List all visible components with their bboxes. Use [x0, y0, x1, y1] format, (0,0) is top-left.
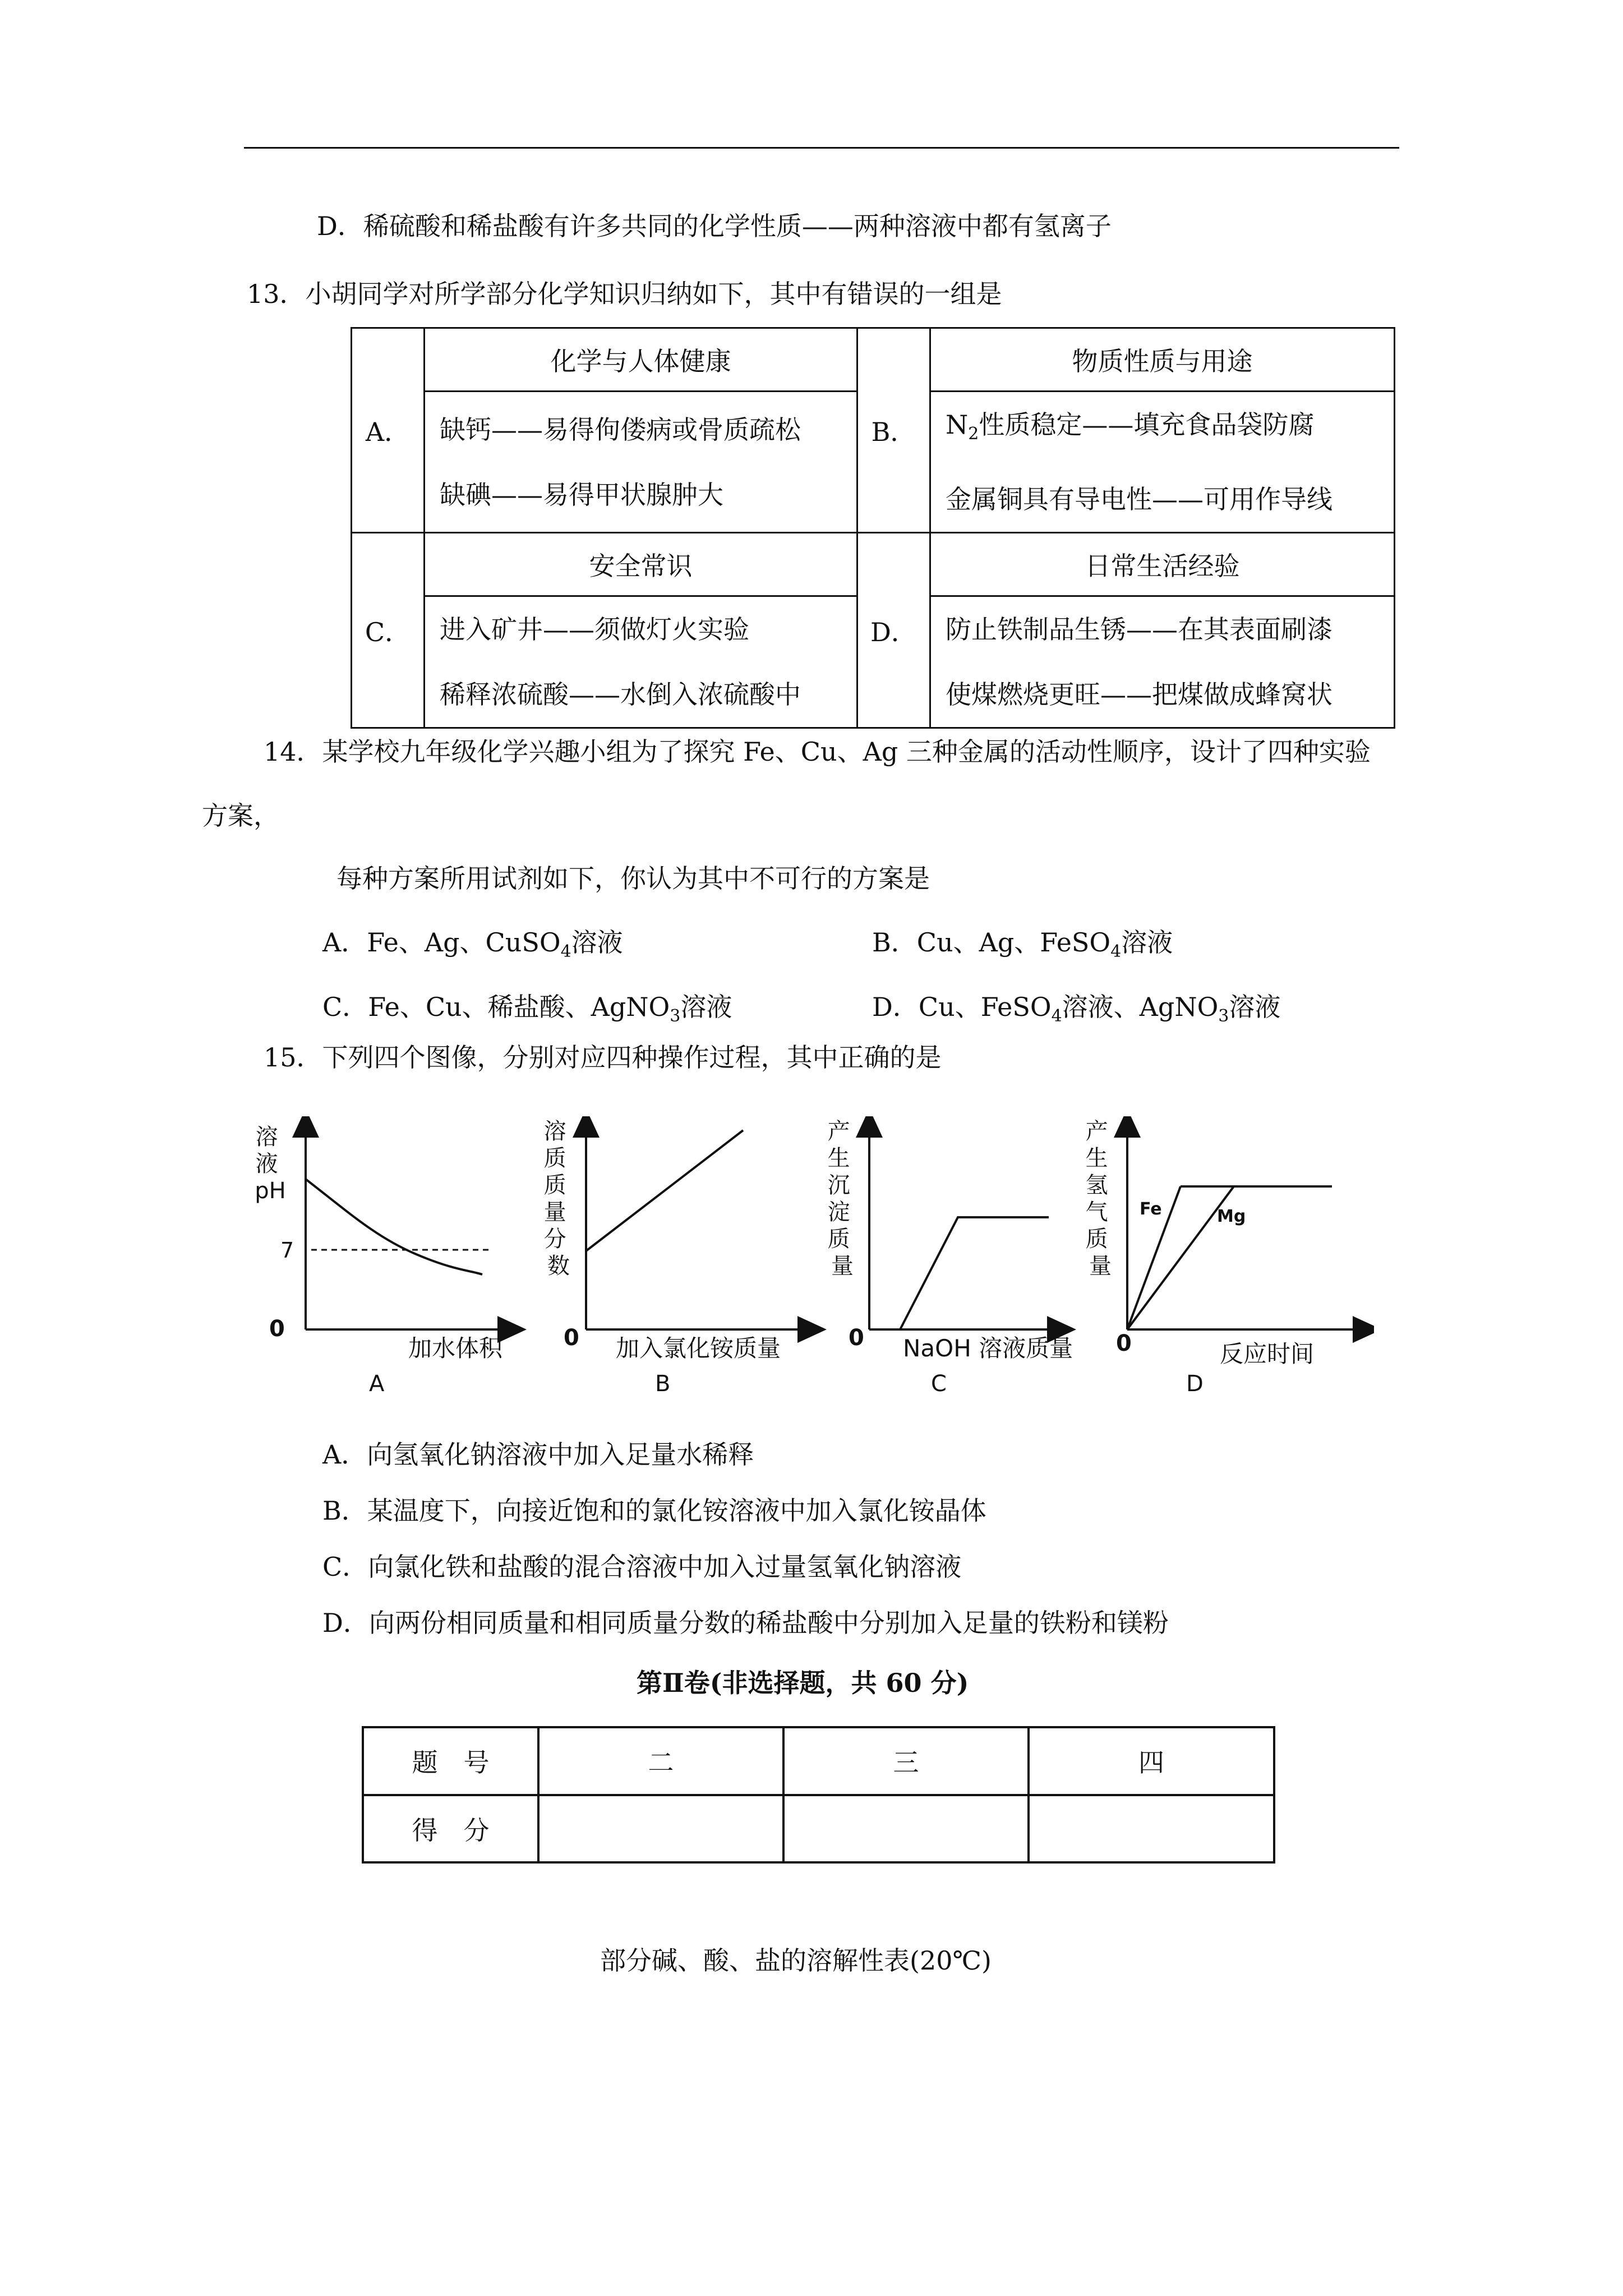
graph-b-line	[586, 1130, 743, 1251]
graph-c-caption: C	[931, 1371, 947, 1397]
q14-option-c: C．Fe、Cu、稀盐酸、AgNO$_3$溶液	[322, 992, 732, 1026]
graph-d-caption: D	[1186, 1371, 1204, 1397]
q13-b-title: 物质性质与用途	[930, 328, 1395, 392]
graph-b-ylabel: 溶 质 质 量 分 数	[543, 1119, 570, 1279]
graph-a-ylabel: 溶 液 pH	[255, 1124, 286, 1204]
graph-d-fe-label: Fe	[1140, 1199, 1162, 1219]
q13-b-line1: $N_2$性质稳定——填充食品袋防腐	[946, 409, 1315, 444]
q13-d-content	[930, 596, 1395, 728]
q13-c-content	[425, 596, 857, 728]
graph-b-caption: B	[655, 1371, 671, 1397]
q15-option-c: C．向氯化铁和盐酸的混合溶液中加入过量氢氧化钠溶液	[322, 1552, 962, 1582]
q13-b-content	[930, 392, 1395, 533]
q13-d-line2: 使煤燃烧更旺——把煤做成蜂窝状	[946, 679, 1332, 710]
q13-c-line1: 进入矿井——须做灯火实验	[440, 614, 749, 645]
graph-c-xlabel: NaOH 溶液质量	[903, 1335, 1073, 1362]
q15-stem: 15．下列四个图像，分别对应四种操作过程，其中正确的是	[264, 1042, 942, 1073]
score-col-3: 三	[783, 1727, 1029, 1795]
q14-option-b: B．Cu、Ag、FeSO$_4$溶液	[872, 927, 1173, 961]
graph-d	[1086, 1119, 1368, 1397]
graph-c-origin: 0	[849, 1325, 864, 1351]
q13-a-title: 化学与人体健康	[425, 328, 857, 392]
score-col-4: 四	[1029, 1727, 1274, 1795]
q15-option-a: A．向氢氧化钠溶液中加入足量水稀释	[322, 1439, 754, 1470]
q15-graphs	[247, 1116, 1374, 1408]
score-cell-3[interactable]	[783, 1795, 1029, 1863]
graph-b	[544, 1119, 813, 1397]
q13-c-title: 安全常识	[425, 533, 857, 596]
q13-stem: 13．小胡同学对所学部分化学知识归纳如下，其中有错误的一组是	[247, 279, 1002, 309]
q13-c-line2: 稀释浓硫酸——水倒入浓硫酸中	[440, 679, 801, 710]
score-cell-2[interactable]	[538, 1795, 783, 1863]
q13-table	[351, 327, 1395, 729]
score-table	[362, 1726, 1275, 1864]
graph-c-ylabel: 产 生 沉 淀 质 量	[827, 1119, 854, 1279]
graph-d-mg-label: Mg	[1217, 1207, 1246, 1226]
score-row2-label: 得 分	[363, 1795, 538, 1863]
q13-d-line1: 防止铁制品生锈——在其表面刷漆	[946, 614, 1332, 645]
q15-option-d: D．向两份相同质量和相同质量分数的稀盐酸中分别加入足量的铁粉和镁粉	[322, 1608, 1169, 1638]
graph-a-curve	[306, 1179, 482, 1274]
graph-d-ylabel: 产 生 氢 气 质 量	[1085, 1119, 1112, 1279]
graph-a-caption: A	[369, 1371, 385, 1397]
graph-a-ref-label: 7	[280, 1238, 294, 1263]
q12-option-d: D．稀硫酸和稀盐酸有许多共同的化学性质——两种溶液中都有氢离子	[317, 211, 1112, 241]
graph-b-xlabel: 加入氯化铵质量	[616, 1335, 781, 1362]
q14-option-d: D．Cu、FeSO$_4$溶液、AgNO$_3$溶液	[872, 992, 1281, 1026]
q14-stem-cont: 方案，	[202, 800, 279, 831]
graph-b-origin: 0	[564, 1325, 579, 1351]
graph-a-origin: 0	[269, 1316, 285, 1342]
q14-option-a: A．Fe、Ag、CuSO$_4$溶液	[322, 927, 623, 961]
graph-a-xlabel: 加水体积	[408, 1335, 503, 1362]
score-cell-4[interactable]	[1029, 1795, 1274, 1863]
graph-c	[828, 1119, 1073, 1397]
q13-b-letter: B．	[857, 328, 930, 533]
q13-c-letter: C．	[352, 533, 425, 728]
section-title: 第Ⅱ卷(非选择题，共 60 分)	[637, 1668, 969, 1698]
q13-a-line1: 缺钙——易得佝偻病或骨质疏松	[440, 414, 801, 445]
header-rule	[244, 147, 1399, 149]
q13-d-title: 日常生活经验	[930, 533, 1395, 596]
graph-c-line	[900, 1217, 1049, 1329]
q14-stem: 14．某学校九年级化学兴趣小组为了探究 Fe、Cu、Ag 三种金属的活动性顺序，设计了四种实验	[264, 737, 1371, 767]
q13-d-letter: D．	[857, 533, 930, 728]
score-col-2: 二	[538, 1727, 783, 1795]
q15-option-b: B．某温度下，向接近饱和的氯化铵溶液中加入氯化铵晶体	[322, 1496, 986, 1526]
q13-b-line2: 金属铜具有导电性——可用作导线	[946, 484, 1332, 514]
q13-a-content	[425, 392, 857, 533]
q14-stem2: 每种方案所用试剂如下，你认为其中不可行的方案是	[336, 863, 930, 894]
solubility-title: 部分碱、酸、盐的溶解性表(20℃)	[600, 1945, 992, 1976]
graph-a	[255, 1122, 513, 1397]
q13-a-letter: A．	[352, 328, 425, 533]
q13-a-line2: 缺碘——易得甲状腺肿大	[440, 479, 723, 510]
score-row1-label: 题 号	[363, 1727, 538, 1795]
graph-d-origin: 0	[1116, 1331, 1132, 1356]
graph-d-xlabel: 反应时间	[1220, 1340, 1315, 1368]
